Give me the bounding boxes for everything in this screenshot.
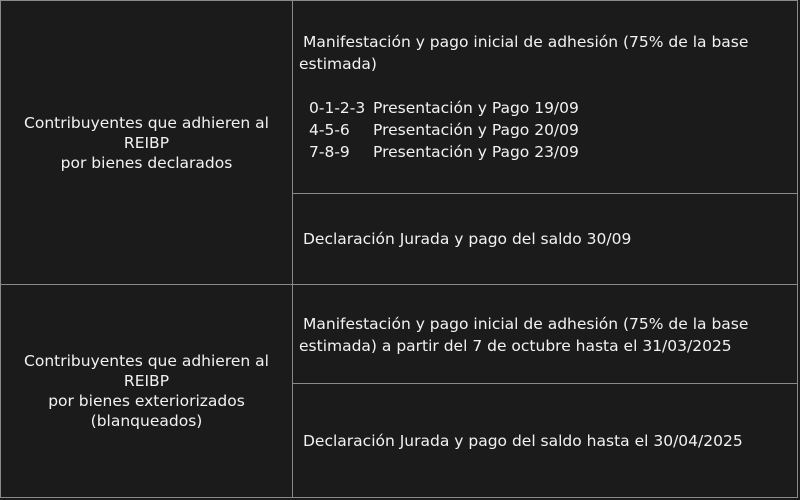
schedule-text: Presentación y Pago 19/09	[373, 99, 579, 117]
step-declaracion-declarados	[293, 194, 797, 284]
schedule-digits: 4-5-6	[309, 121, 350, 139]
label-line: (blanqueados)	[90, 412, 203, 430]
table-row-declarados	[1, 1, 797, 285]
step-manifestacion-declarados	[293, 1, 797, 194]
row-steps-declarados	[293, 1, 797, 284]
step-declaracion-exteriorizados	[293, 384, 797, 497]
schedule-line	[299, 141, 791, 163]
step-manifestacion-exteriorizados	[293, 285, 797, 384]
step-text: Declaración Jurada y pago del saldo hasta el 30/04/2025	[303, 431, 743, 450]
row-label-exteriorizados	[1, 285, 293, 497]
step-title-line: Manifestación y pago inicial de adhesión (75% de la base	[303, 33, 749, 51]
schedule-line	[299, 97, 791, 119]
label-line: por bienes exteriorizados	[48, 392, 245, 410]
label-line: Contribuyentes que adhieren al	[24, 113, 269, 132]
step-title-line: Manifestación y pago inicial de adhesión (75% de la base	[303, 315, 749, 333]
label-line: REIBP	[123, 133, 170, 152]
row-label-declarados	[1, 1, 293, 284]
schedule-text: Presentación y Pago 20/09	[373, 121, 579, 139]
step-text: Declaración Jurada y pago del saldo 30/09	[303, 230, 632, 248]
schedule-digits: 7-8-9	[309, 143, 350, 161]
row-steps-exteriorizados	[293, 285, 797, 497]
schedule-line	[299, 119, 791, 141]
label-line: Contribuyentes que adhieren al	[24, 352, 269, 370]
table-row-exteriorizados	[1, 285, 797, 497]
label-line: REIBP	[123, 372, 170, 390]
step-title-line: estimada) a partir del 7 de octubre hasta el 31/03/2025	[299, 337, 732, 355]
label-line: por bienes declarados	[60, 153, 233, 172]
schedule-digits: 0-1-2-3	[309, 99, 366, 117]
step-title-line: estimada)	[299, 55, 377, 73]
schedule-text: Presentación y Pago 23/09	[373, 143, 579, 161]
